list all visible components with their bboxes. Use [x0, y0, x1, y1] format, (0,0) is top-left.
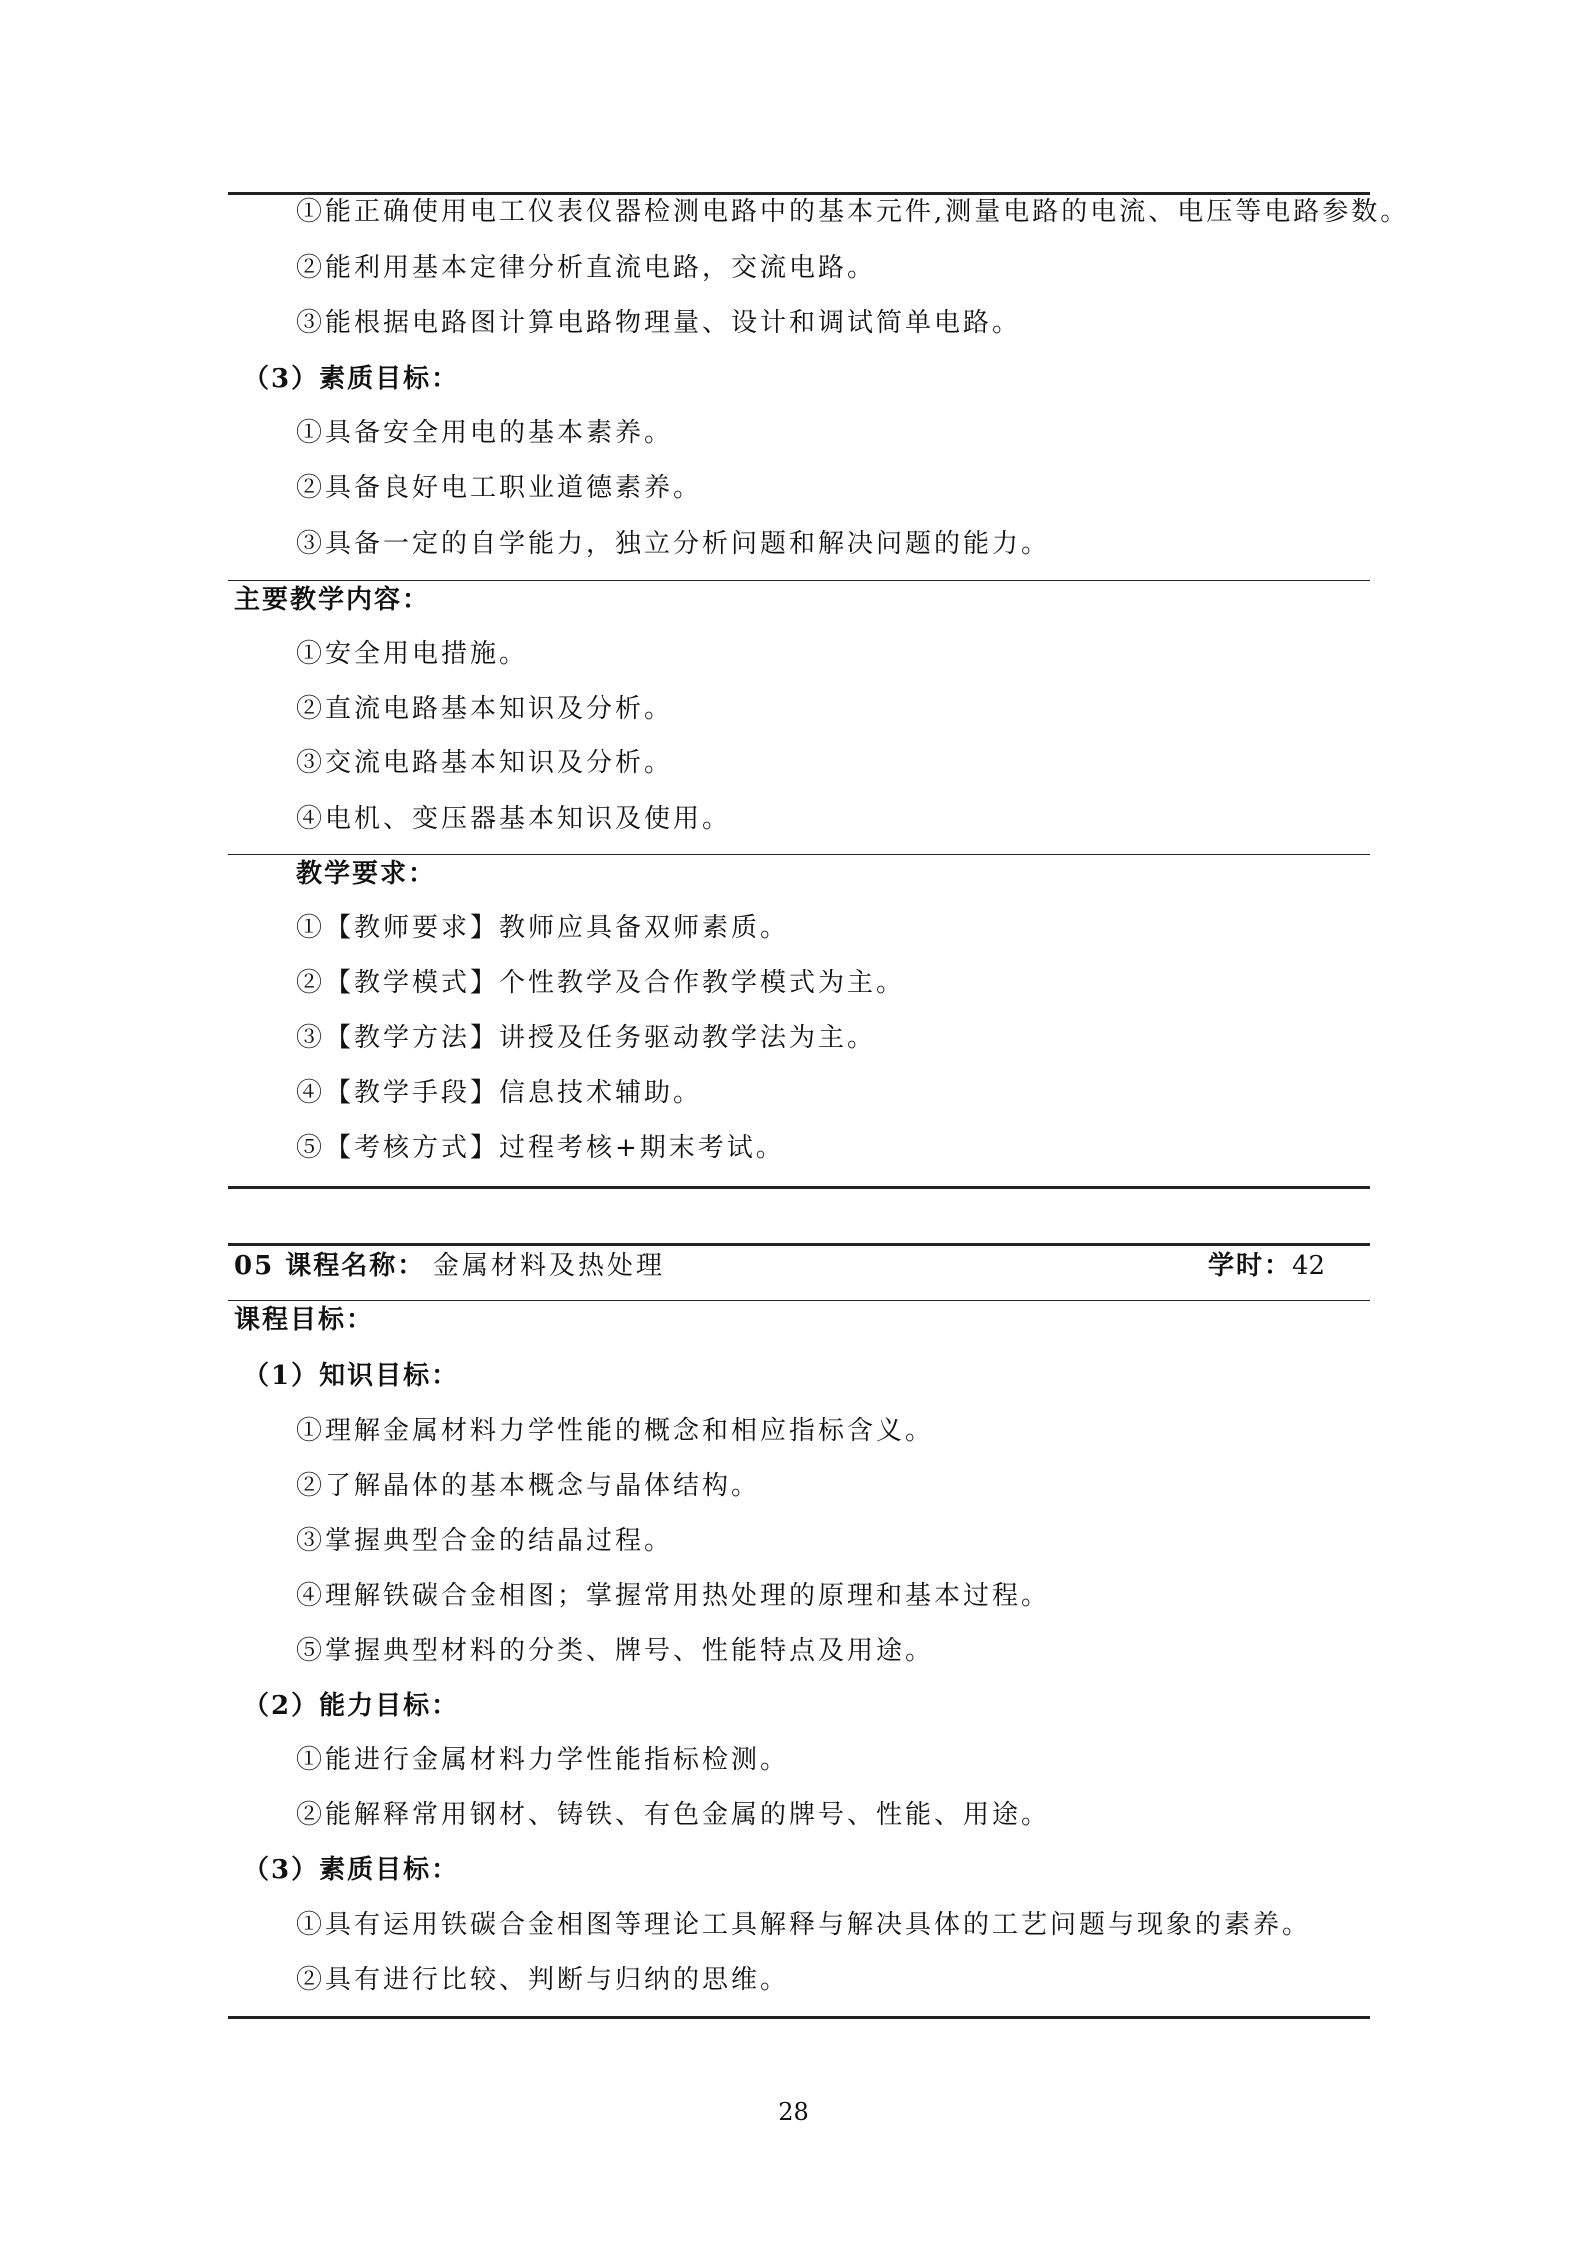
- course-hours: [1208, 1249, 1325, 1283]
- content-heading: 主要教学内容：: [234, 585, 431, 615]
- requirements-divider: [228, 854, 1370, 855]
- course-top-rule: [228, 1243, 1370, 1246]
- ability-heading: （2）能力目标：: [243, 1691, 460, 1721]
- quality-item: ②具备良好电工职业道德素养。: [296, 473, 703, 503]
- quality-heading: （3）素质目标：: [243, 1855, 460, 1885]
- ability-item: ①能进行金属材料力学性能指标检测。: [296, 1745, 790, 1775]
- ability-item: ③能根据电路图计算电路物理量、设计和调试简单电路。: [296, 308, 1022, 338]
- page-number: 28: [778, 2098, 809, 2126]
- course-name-label: 05 课程名称：: [234, 1251, 426, 1281]
- requirements-item: ④【教学手段】信息技术辅助。: [296, 1078, 703, 1108]
- content-item: ④电机、变压器基本知识及使用。: [296, 804, 732, 834]
- goals-heading: 课程目标：: [234, 1305, 375, 1335]
- ability-item: ①能正确使用电工仪表仪器检测电路中的基本元件,测量电路的电流、电压等电路参数。: [296, 197, 1410, 227]
- content-item: ③交流电路基本知识及分析。: [296, 748, 674, 778]
- knowledge-item: ③掌握典型合金的结晶过程。: [296, 1526, 674, 1556]
- requirements-item: ⑤【考核方式】过程考核+期末考试。: [296, 1133, 785, 1163]
- hours-value: 42: [1292, 1251, 1326, 1281]
- quality-item: ③具备一定的自学能力，独立分析问题和解决问题的能力。: [296, 529, 1051, 559]
- quality-heading: （3）素质目标：: [243, 364, 460, 394]
- knowledge-item: ①理解金属材料力学性能的概念和相应指标含义。: [296, 1416, 935, 1446]
- ability-item: ②能解释常用钢材、铸铁、有色金属的牌号、性能、用途。: [296, 1800, 1051, 1830]
- requirements-item: ①【教师要求】教师应具备双师素质。: [296, 913, 790, 943]
- knowledge-item: ②了解晶体的基本概念与晶体结构。: [296, 1471, 761, 1501]
- ability-item: ②能利用基本定律分析直流电路，交流电路。: [296, 253, 877, 283]
- course-bottom-rule: [228, 2016, 1370, 2019]
- requirements-heading: 教学要求：: [296, 859, 437, 889]
- knowledge-item: ④理解铁碳合金相图；掌握常用热处理的原理和基本过程。: [296, 1581, 1051, 1611]
- section-end-rule: [228, 1186, 1370, 1189]
- content-divider: [228, 580, 1370, 581]
- course-name: 金属材料及热处理: [433, 1251, 666, 1281]
- content-item: ②直流电路基本知识及分析。: [296, 694, 674, 724]
- requirements-item: ②【教学模式】个性教学及合作教学模式为主。: [296, 968, 906, 998]
- knowledge-heading: （1）知识目标：: [243, 1361, 460, 1391]
- knowledge-item: ⑤掌握典型材料的分类、牌号、性能特点及用途。: [296, 1636, 935, 1666]
- quality-item: ②具有进行比较、判断与归纳的思维。: [296, 1965, 790, 1995]
- course-header-divider: [228, 1300, 1370, 1301]
- hours-label: 学时：: [1208, 1251, 1293, 1281]
- quality-item: ①具有运用铁碳合金相图等理论工具解释与解决具体的工艺问题与现象的素养。: [296, 1910, 1312, 1940]
- quality-item: ①具备安全用电的基本素养。: [296, 418, 674, 448]
- requirements-item: ③【教学方法】讲授及任务驱动教学法为主。: [296, 1023, 877, 1053]
- content-item: ①安全用电措施。: [296, 639, 529, 669]
